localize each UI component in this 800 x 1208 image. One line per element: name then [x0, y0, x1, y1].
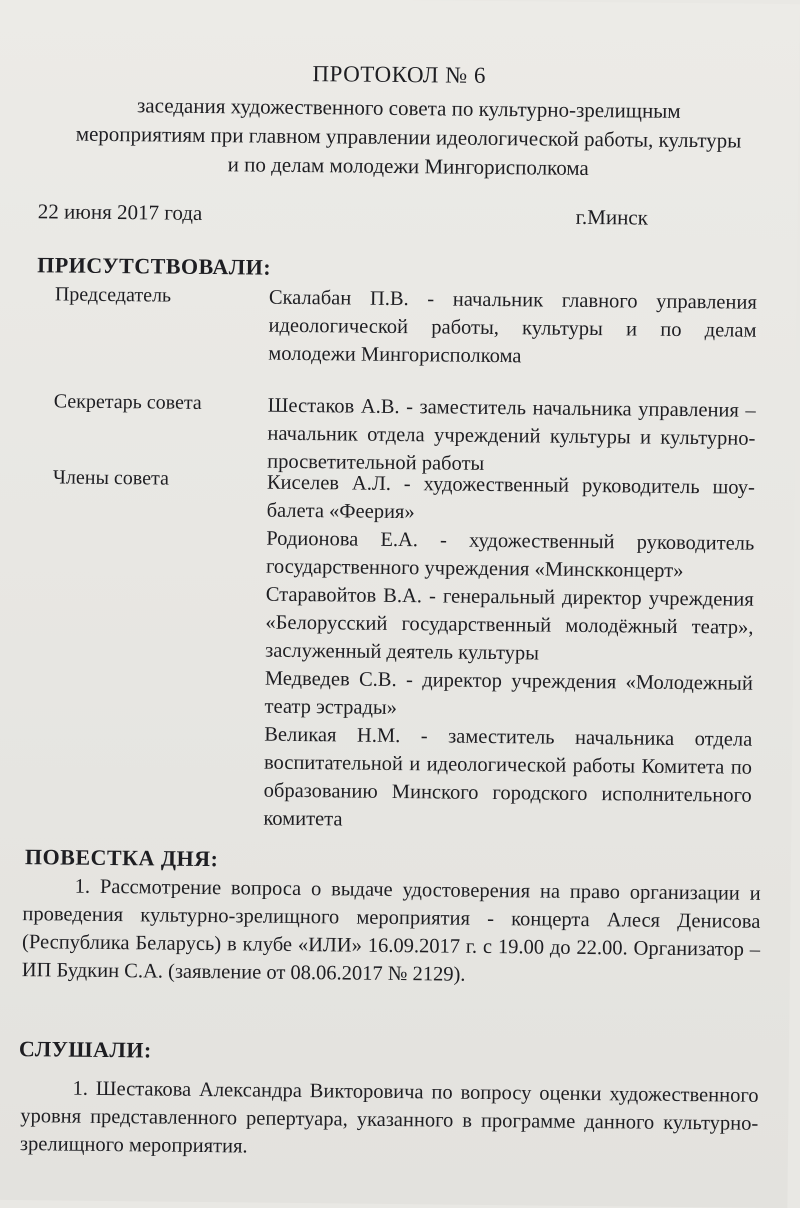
- member-item: Старавойтов В.А. - генеральный директор учреждения «Белорусский государственный молодёжный театр», заслуженный деятель культуры: [265, 583, 754, 665]
- meeting-city: г.Минск: [575, 204, 649, 230]
- heard-heading: СЛУШАЛИ:: [18, 1036, 152, 1063]
- member-item: Киселев А.Л. - художественный руководитель шоу-балета «Феерия»: [266, 471, 756, 524]
- subtitle-line: и по делам молодежи Мингорисполкома: [227, 152, 589, 180]
- members-list: [263, 469, 755, 838]
- heard-item: 1. Шестакова Александра Викторовича по вопросу оценки художественного уровня представленного репертуара, указанного в программе данного культурно-зрелищного мероприятия.: [19, 1077, 759, 1158]
- members-role: Члены совета: [52, 466, 170, 490]
- subtitle-line: мероприятиям при главном управлении идеологической работы, культуры: [75, 121, 742, 153]
- secretary-text: Шестаков А.В. - заместитель начальника управления – начальник отдела учреждений культуры и культурно-просветительной работы: [267, 394, 756, 475]
- agenda-heading: ПОВЕСТКА ДНЯ:: [24, 844, 219, 872]
- member-item: Великая Н.М. - заместитель начальника отдела воспитательной и идеологической работы Комитета по образованию Минского городского исполнительного комитета: [263, 723, 753, 831]
- chair-role: Председатель: [54, 283, 172, 307]
- document-title: ПРОТОКОЛ № 6: [312, 61, 487, 88]
- agenda-item: 1. Рассмотрение вопроса о выдаче удостоверения на право организации и проведения культурно-зрелищного мероприятия - концерта Алеся Денисова (Республика Беларусь) в клубе «ИЛИ» 16.09.2017 г. с 19.00 до 22.00. Организатор – ИП Будкин С.А. (заявление от 08.06.2017 № 2129).: [21, 875, 761, 986]
- chair-text: Скалабан П.В. - начальник главного управления идеологической работы, культуры и по делам молодежи Мингорисполкома: [268, 286, 757, 368]
- secretary-role: Секретарь совета: [53, 390, 202, 414]
- present-heading: ПРИСУТСТВОВАЛИ:: [37, 252, 272, 280]
- member-item: Родионова Е.А. - художественный руководитель государственного учреждения «Минскконцерт»: [265, 527, 755, 582]
- document-subtitle: [28, 90, 789, 185]
- member-item: Медведев С.В. - директор учреждения «Молодежный театр эстрады»: [264, 667, 753, 720]
- subtitle-line: заседания художественного совета по культурно-зрелищным: [136, 93, 681, 123]
- meeting-date: 22 июня 2017 года: [37, 199, 203, 225]
